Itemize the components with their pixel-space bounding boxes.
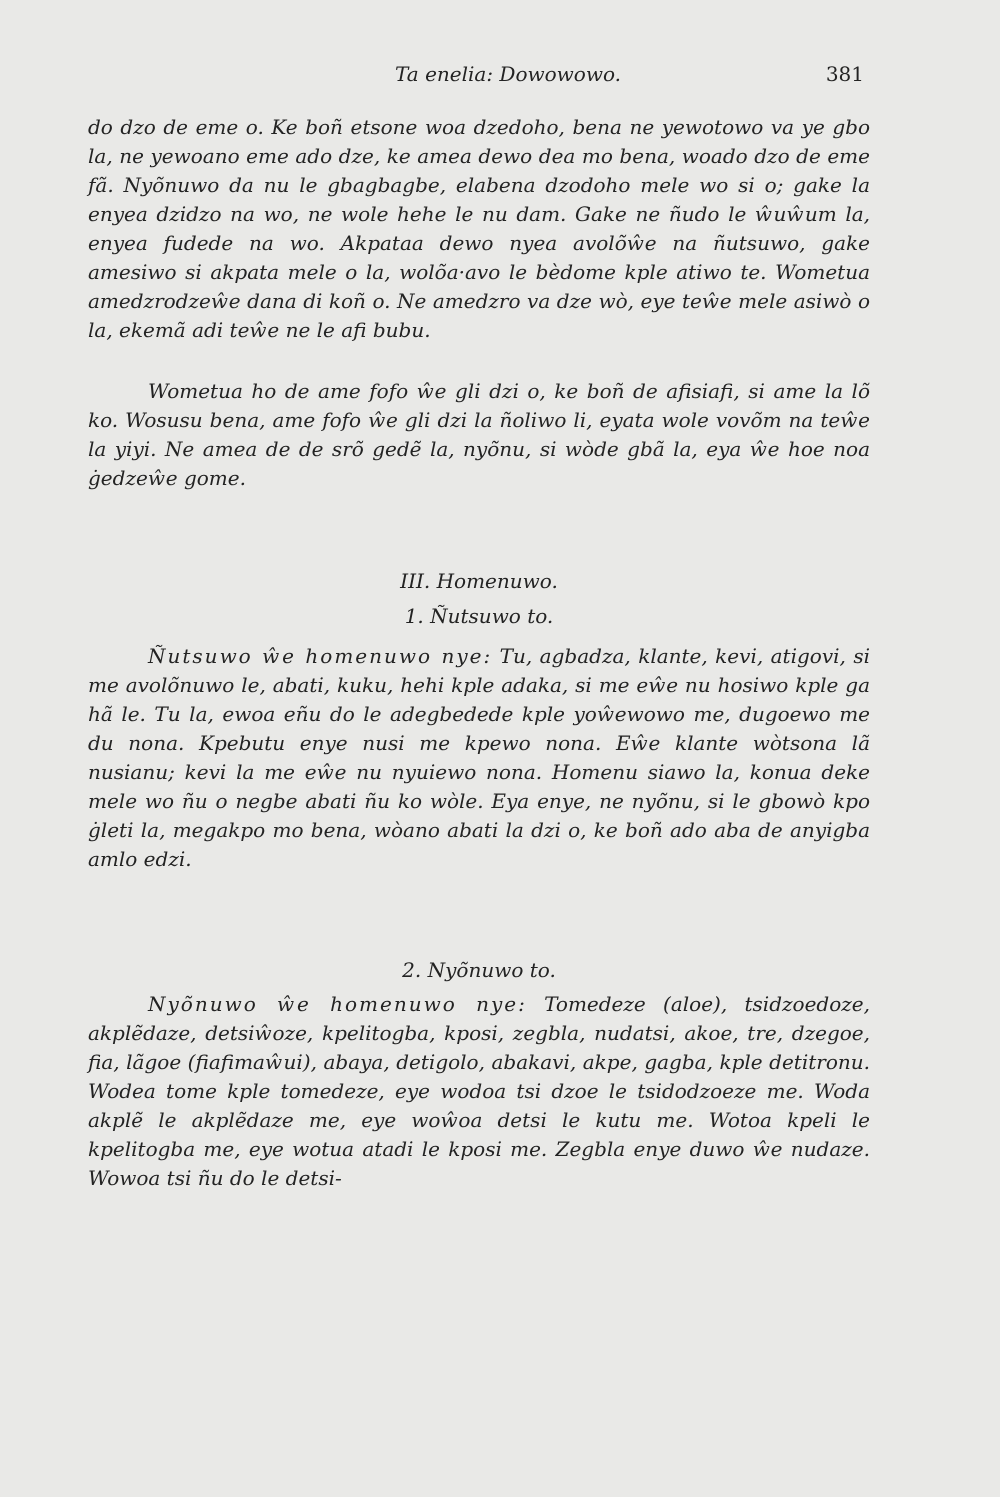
paragraph-women-text: Tomedeze (aloe), tsidzoedoze, akplẽdaze, detsiŵoze, kpelitogba, kposi, zegbla, nudatsi, akoe, tre, dzegoe, fia, lãgoe (fiafimaŵui), abaya, detigolo, abakavi, akpe, gagba, kple detitronu. Wodea tome kple tomedeze, eye wodoa tsi dzoe le tsidodzoeze me. Woda akplẽ le akplẽdaze me, eye woŵoa detsi le kutu me. Wotoa kpeli le kpelitogba me, eye wotua atadi le kposi me. Zegbla enye duwo ŵe nudaze. Wowoa tsi ñu do le detsi- (88, 992, 870, 1190)
paragraph-women-items (88, 990, 870, 1193)
paragraph-2-text: Wometua ho de ame fofo ŵe gli dzi o, ke boñ de afisiafi, si ame la lõ ko. Wosusu bena, ame fofo ŵe gli dzi la ñoliwo li, eyata wole vovõm na teŵe la yiyi. Ne amea de de srõ gedẽ la, nyõnu, si wòde gbã la, eya ŵe hoe noa ġedzeŵe gome. (88, 379, 870, 490)
paragraph-2 (88, 377, 870, 493)
paragraph-women-lead: Nyõnuwo ŵe homenuwo nye: (148, 992, 527, 1016)
subsection-heading-women: 2. Nyõnuwo to. (402, 958, 556, 982)
paragraph-men-text: Tu, agbadza, klante, kevi, atigovi, si me avolõnuwo le, abati, kuku, hehi kple adaka, si me eŵe nu hosiwo kple ga hã le. Tu la, ewoa eñu do le adegbedede kple yoŵewowo me, dugoewo me du nona. Kpebutu enye nusi me kpewo nona. Eŵe klante wòtsona lã nusianu; kevi la me eŵe nu nyuiewo nona. Homenu siawo la, konua deke mele wo ñu o negbe abati ñu ko wòle. Eya enye, ne nyõnu, si le gbowò kpo ġleti la, megakpo mo bena, wòano abati la dzi o, ke boñ ado aba de anyigba amlo edzi. (88, 644, 870, 871)
running-head (148, 62, 868, 88)
paragraph-1-text: do dzo de eme o. Ke boñ etsone woa dzedoho, bena ne yewotowo va ye gbo la, ne yewoano eme ado dze, ke amea dewo dea mo bena, woado dzo de eme fã. Nyõnuwo da nu le gbagbagbe, elabena dzodoho mele wo si o; gake la enyea dzidzo na wo, ne wole hehe le nu dam. Gake ne ñudo le ŵuŵum la, enyea fudede na wo. Akpataa dewo nyea avolõŵe na ñutsuwo, gake amesiwo si akpata mele o la, wolõa·avo le bèdome kple atiwo te. Wometua amedzrodzeŵe dana di koñ o. Ne amedzro va dze wò, eye teŵe mele asiwò o la, ekemã adi teŵe ne le afi bubu. (88, 115, 870, 342)
page-number: 381 (825, 62, 864, 86)
paragraph-1 (88, 113, 870, 345)
section-heading: III. Homenuwo. (400, 569, 558, 593)
subsection-heading-men: 1. Ñutsuwo to. (404, 604, 554, 628)
paragraph-men-lead: Ñutsuwo ŵe homenuwo nye: (148, 644, 493, 668)
running-title: Ta enelia: Dowowowo. (395, 62, 621, 86)
paragraph-men-items (88, 642, 870, 874)
